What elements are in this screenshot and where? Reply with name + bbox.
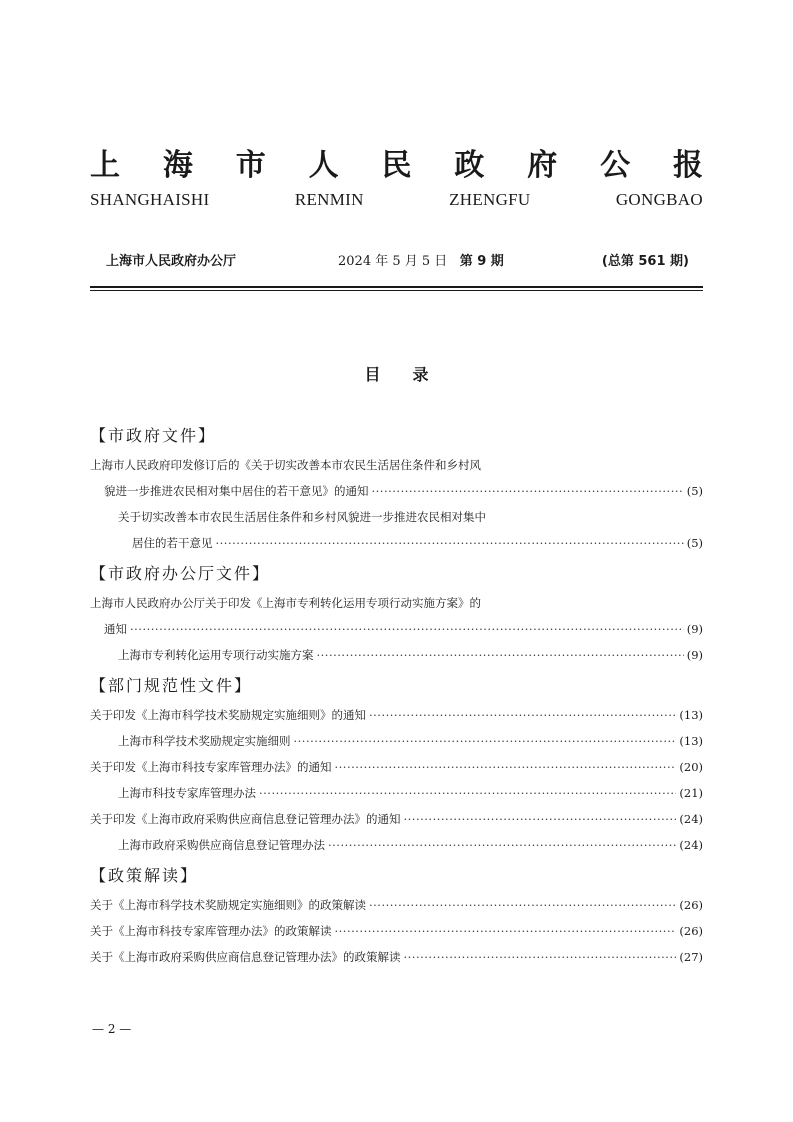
section-title: 【政策解读】 xyxy=(90,866,199,885)
toc-page-number: (20) xyxy=(679,760,703,774)
toc-entry-text: 关于印发《上海市科技专家库管理办法》的通知 xyxy=(90,760,332,774)
masthead-char: 政 xyxy=(454,148,485,183)
masthead-chinese-title xyxy=(90,140,703,184)
toc-heading: 目录 xyxy=(364,365,461,384)
masthead-word: GONGBAO xyxy=(615,190,703,209)
issue-date: 2024 年 5 月 5 日 xyxy=(338,254,448,269)
issue-number: 第 9 期 xyxy=(459,254,504,269)
toc-page-number: (26) xyxy=(679,924,703,938)
section-title: 【部门规范性文件】 xyxy=(90,676,253,695)
leader-dots xyxy=(216,530,684,556)
masthead-pinyin-title xyxy=(90,190,703,210)
leader-dots xyxy=(317,642,684,668)
issue-info-line xyxy=(90,250,703,268)
toc-page-number: (24) xyxy=(679,838,703,852)
toc-entry[interactable] xyxy=(90,616,703,642)
toc-entry-text: 上海市人民政府印发修订后的《关于切实改善本市农民生活居住条件和乡村风 xyxy=(90,458,481,472)
toc-entry[interactable] xyxy=(90,728,703,754)
toc-page-number: (24) xyxy=(679,812,703,826)
toc-page-number: (9) xyxy=(686,622,703,636)
toc-entry-text: 关于印发《上海市政府采购供应商信息登记管理办法》的通知 xyxy=(90,812,401,826)
toc-entry[interactable] xyxy=(90,806,703,832)
toc-entry-text: 居住的若干意见 xyxy=(132,536,213,550)
toc-entry-text: 上海市科技专家库管理办法 xyxy=(118,786,256,800)
leader-dots xyxy=(369,702,676,728)
toc-entry[interactable] xyxy=(90,702,703,728)
leader-dots xyxy=(259,780,676,806)
toc-page-number: (21) xyxy=(679,786,703,800)
toc-page-number: (5) xyxy=(686,536,703,550)
header-rule-thick xyxy=(90,286,703,288)
toc-entry[interactable] xyxy=(90,754,703,780)
table-of-contents xyxy=(90,418,703,970)
masthead-char: 公 xyxy=(600,148,631,183)
section-title: 【市政府文件】 xyxy=(90,426,217,445)
toc-entry-text: 通知 xyxy=(104,622,127,636)
toc-entry-text: 关于《上海市政府采购供应商信息登记管理办法》的政策解读 xyxy=(90,950,401,964)
toc-entry-text: 上海市政府采购供应商信息登记管理办法 xyxy=(118,838,325,852)
masthead-char: 海 xyxy=(162,148,193,183)
toc-page-number: (13) xyxy=(679,708,703,722)
masthead-char: 民 xyxy=(381,148,412,183)
masthead-char: 府 xyxy=(527,148,558,183)
leader-dots xyxy=(335,918,677,944)
toc-entry[interactable] xyxy=(90,452,703,478)
masthead-char: 市 xyxy=(235,148,266,183)
leader-dots xyxy=(404,944,677,970)
section-title: 【市政府办公厅文件】 xyxy=(90,564,271,583)
header-rule-thin xyxy=(90,290,703,291)
toc-entry-text: 关于印发《上海市科学技术奖励规定实施细则》的通知 xyxy=(90,708,366,722)
toc-entry-text: 关于《上海市科学技术奖励规定实施细则》的政策解读 xyxy=(90,898,366,912)
toc-page-number: (26) xyxy=(679,898,703,912)
toc-entry[interactable] xyxy=(90,780,703,806)
toc-entry[interactable] xyxy=(90,642,703,668)
toc-entry[interactable] xyxy=(90,918,703,944)
issue-date-number xyxy=(338,250,504,269)
toc-page-number: (13) xyxy=(679,734,703,748)
leader-dots xyxy=(372,478,684,504)
toc-page-number: (5) xyxy=(686,484,703,498)
masthead-char: 人 xyxy=(308,148,339,183)
masthead-word: RENMIN xyxy=(294,190,364,209)
toc-page-number: (27) xyxy=(679,950,703,964)
leader-dots xyxy=(328,832,676,858)
toc-entry[interactable] xyxy=(90,832,703,858)
issuing-office: 上海市人民政府办公厅 xyxy=(106,254,237,269)
toc-entry-text: 关于切实改善本市农民生活居住条件和乡村风貌进一步推进农民相对集中 xyxy=(118,510,486,524)
page-number: — 2 — xyxy=(92,1022,132,1036)
masthead-word: ZHENGFU xyxy=(449,190,531,209)
toc-entry-text: 貌进一步推进农民相对集中居住的若干意见》的通知 xyxy=(104,484,369,498)
leader-dots xyxy=(404,806,677,832)
toc-page-number: (9) xyxy=(686,648,703,662)
leader-dots xyxy=(294,728,677,754)
masthead-char: 上 xyxy=(90,148,120,183)
toc-entry[interactable] xyxy=(90,530,703,556)
toc-entry[interactable] xyxy=(90,944,703,970)
leader-dots xyxy=(130,616,684,642)
toc-entry-text: 上海市科学技术奖励规定实施细则 xyxy=(118,734,291,748)
leader-dots xyxy=(369,892,676,918)
leader-dots xyxy=(335,754,677,780)
toc-entry-text: 上海市专利转化运用专项行动实施方案 xyxy=(118,648,314,662)
toc-entry-text: 上海市人民政府办公厅关于印发《上海市专利转化运用专项行动实施方案》的 xyxy=(90,596,481,610)
toc-entry[interactable] xyxy=(90,504,703,530)
toc-entry[interactable] xyxy=(90,892,703,918)
issue-total-number: (总第 561 期) xyxy=(601,254,689,269)
toc-entry[interactable] xyxy=(90,590,703,616)
masthead-word: SHANGHAISHI xyxy=(90,190,210,209)
toc-entry[interactable] xyxy=(90,478,703,504)
masthead-char: 报 xyxy=(673,148,703,183)
toc-entry-text: 关于《上海市科技专家库管理办法》的政策解读 xyxy=(90,924,332,938)
